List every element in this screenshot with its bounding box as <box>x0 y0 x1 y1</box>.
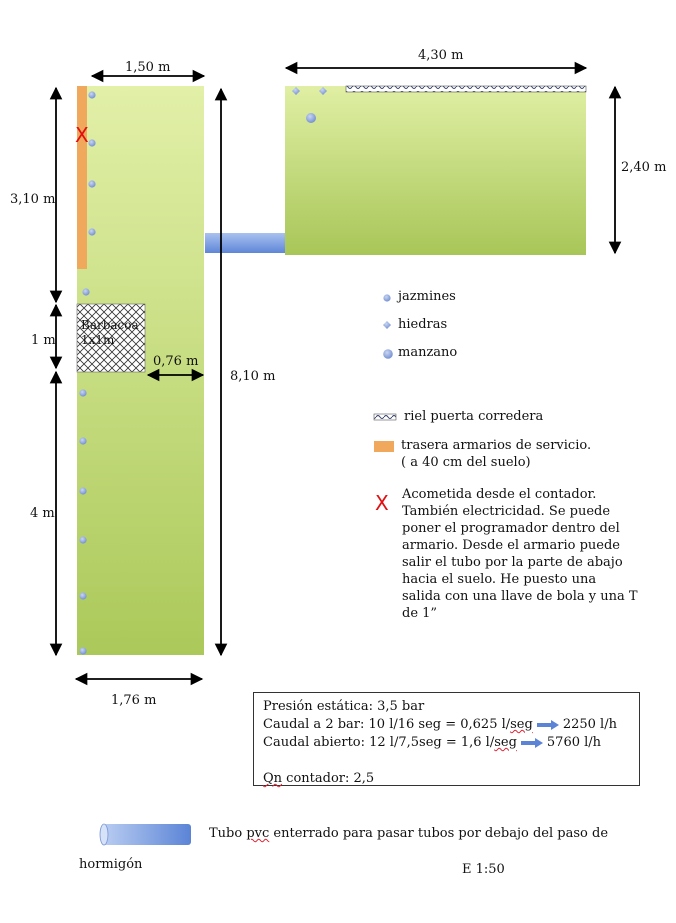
legend-riel-label: riel puerta corredera <box>404 409 544 424</box>
barbacoa-label-line1: Barbacoa <box>81 318 139 332</box>
info-qn-word: Qn <box>263 771 283 786</box>
legend-riel-icon <box>374 414 396 420</box>
jazmin-dot <box>88 91 95 98</box>
dim-label-seg2: 1 m <box>31 333 56 348</box>
info-blank <box>263 752 630 770</box>
acometida-line: salida con una llave de bola y una T <box>402 589 638 604</box>
info-caudal-2bar-unit: seg <box>510 717 533 732</box>
manzano-dot <box>306 113 316 123</box>
dim-label-top-left: 1,50 m <box>125 60 171 75</box>
water-info-box <box>253 692 640 786</box>
info-caudal-2bar <box>263 716 630 734</box>
service-cabinet <box>77 86 87 269</box>
barbacoa-label <box>81 318 139 348</box>
scale-label: E 1:50 <box>462 862 505 877</box>
legend-trasera-label: trasera armarios de servicio. <box>401 438 592 453</box>
barbacoa-label-line2: 1x1m <box>81 333 115 347</box>
dim-label-right-height: 2,40 m <box>621 160 667 175</box>
legend-jazmin-icon <box>383 294 390 301</box>
dim-label-seg3: 4 m <box>30 506 55 521</box>
legend-jazmines-label: jazmines <box>398 289 456 304</box>
legend-trasera-icon <box>374 441 394 452</box>
info-caudal-abierto-result: 5760 l/h <box>546 735 602 750</box>
legend-tubo-icon <box>100 824 191 845</box>
acometida-line: hacia el suelo. He puesto una <box>402 572 597 587</box>
right-garden-area <box>285 86 586 255</box>
acometida-line: Acometida desde el contador. <box>402 487 597 502</box>
jazmin-dot <box>79 592 86 599</box>
jazmin-dot <box>88 139 95 146</box>
right-arrow-icon <box>521 738 543 748</box>
legend-hiedras-label: hiedras <box>398 317 448 332</box>
legend-acometida-marker: X <box>375 491 389 515</box>
acometida-marker: X <box>75 123 89 147</box>
dim-label-seg1: 3,10 m <box>10 192 56 207</box>
legend-manzano-label: manzano <box>398 345 458 360</box>
jazmin-dot <box>82 288 89 295</box>
legend-manzano-icon <box>383 349 393 359</box>
tubo-pre: Tubo <box>209 826 247 841</box>
info-caudal-2bar-result: 2250 l/h <box>562 717 617 732</box>
jazmin-dot <box>79 437 86 444</box>
info-caudal-abierto-unit: seg <box>494 735 517 750</box>
tubo-post: enterrado para pasar tubos por debajo del paso de <box>269 826 609 841</box>
info-caudal-2bar-text: Caudal a 2 bar: 10 l/16 seg = 0,625 l/ <box>263 717 511 732</box>
tubo-legend-line2: hormigón <box>79 857 143 872</box>
sliding-door-rail <box>346 86 586 92</box>
dim-label-inner-gap: 0,76 m <box>153 354 199 369</box>
legend-trasera-note: ( a 40 cm del suelo) <box>401 455 531 470</box>
jazmin-dot <box>79 536 86 543</box>
acometida-line: También electricidad. Se puede <box>402 504 611 519</box>
tubo-pvc: pvc <box>246 826 270 841</box>
info-caudal-abierto <box>263 734 630 752</box>
acometida-line: poner el programador dentro del <box>402 521 620 536</box>
tubo-legend-line1 <box>209 826 608 842</box>
dim-label-total: 8,10 m <box>230 369 276 384</box>
acometida-line: de 1” <box>402 606 438 621</box>
info-caudal-abierto-text: Caudal abierto: 12 l/7,5seg = 1,6 l/ <box>263 735 495 750</box>
info-presion: Presión estática: 3,5 bar <box>263 699 425 714</box>
jazmin-dot <box>79 487 86 494</box>
jazmin-dot <box>88 228 95 235</box>
legend-hiedra-icon <box>383 321 391 329</box>
dim-label-bottom: 1,76 m <box>111 693 157 708</box>
info-qn-rest: contador: 2,5 <box>282 771 375 786</box>
info-qn-contador <box>263 770 630 788</box>
right-arrow-icon <box>537 720 559 730</box>
jazmin-dot <box>79 647 86 654</box>
dim-label-top-right: 4,30 m <box>418 48 464 63</box>
legend-acometida-text <box>402 486 642 622</box>
jazmin-dot <box>88 180 95 187</box>
acometida-line: armario. Desde el armario puede <box>402 538 620 553</box>
connecting-pipe <box>205 233 285 253</box>
acometida-line: salir el tubo por la parte de abajo <box>402 555 623 570</box>
jazmin-dot <box>79 389 86 396</box>
